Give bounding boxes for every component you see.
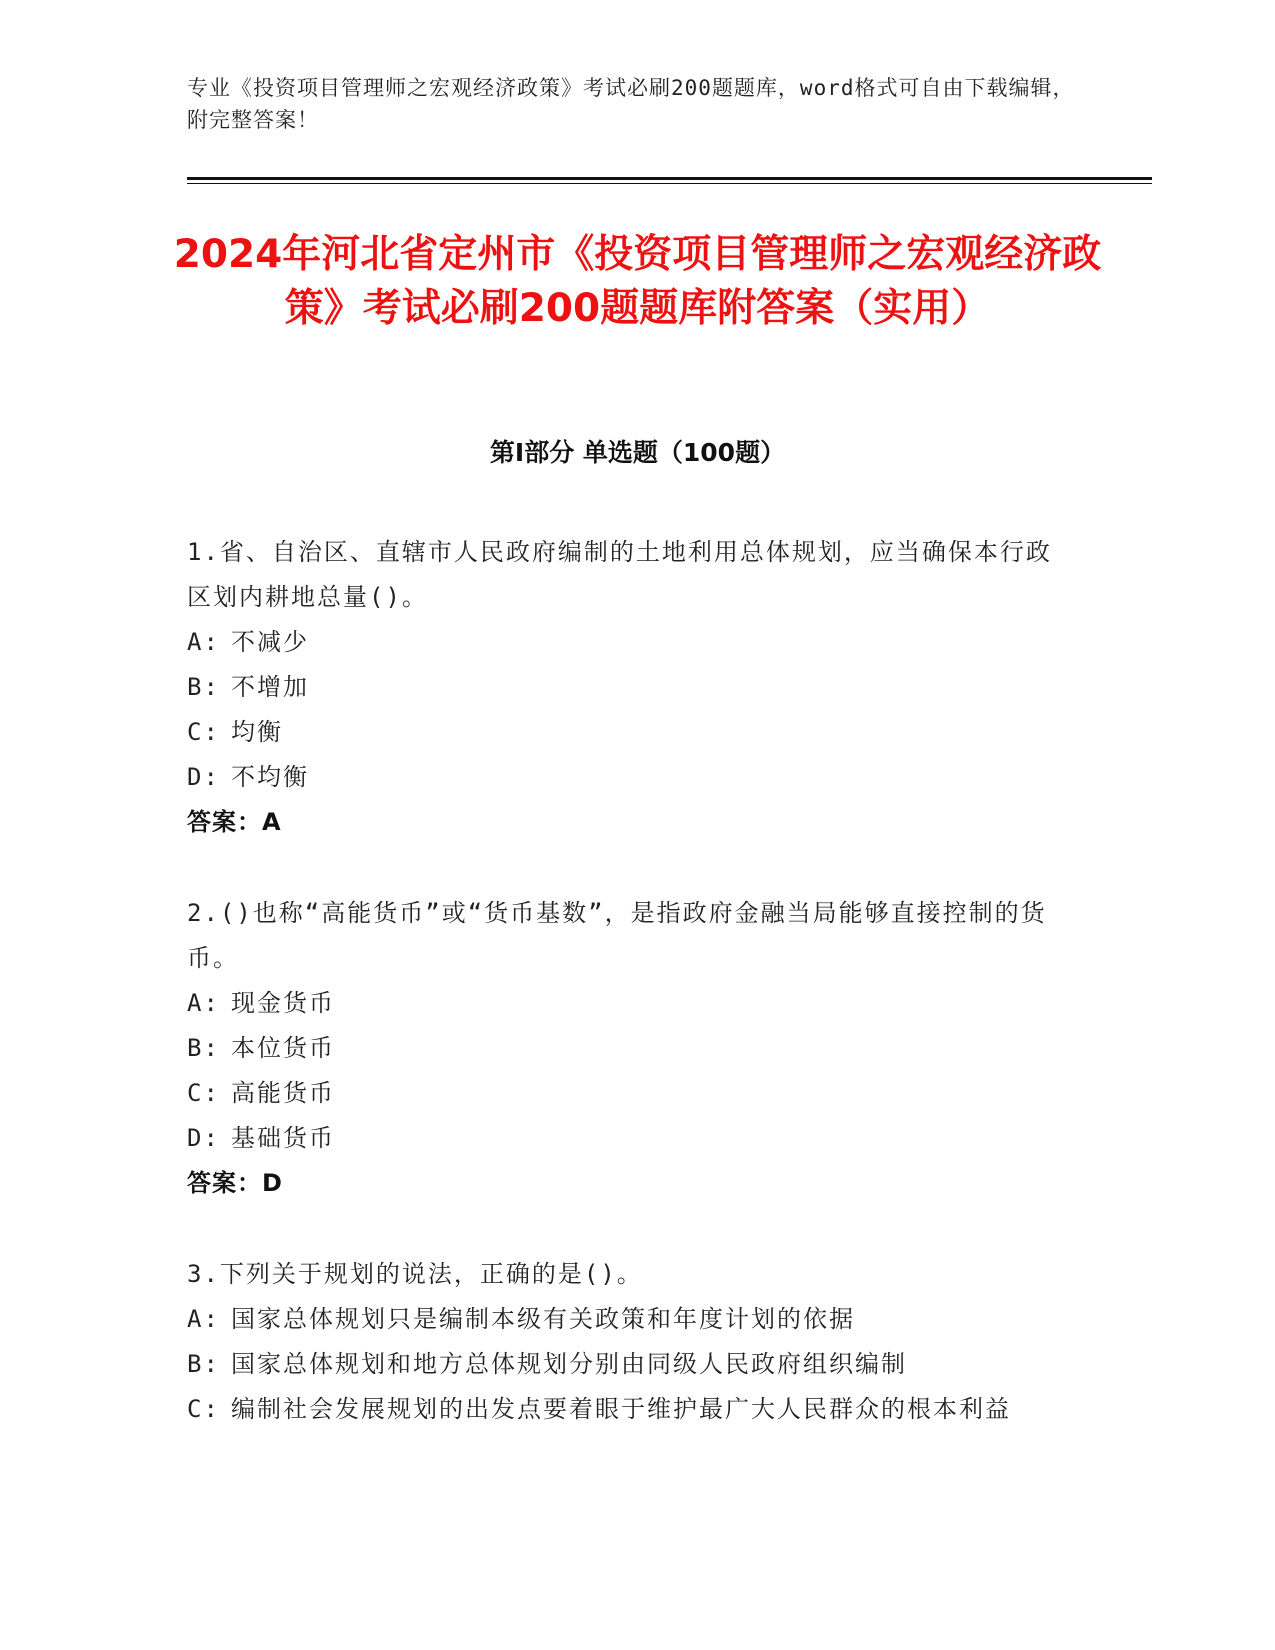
option-text: 本位货币 [231, 1034, 335, 1062]
header-rule-thick [187, 177, 1152, 180]
option-text: 不减少 [231, 628, 309, 656]
option-b [187, 1026, 1067, 1071]
header-note: 专业《投资项目管理师之宏观经济政策》考试必刷200题题库，word格式可自由下载编辑，附完整答案！ [187, 76, 1075, 132]
answer-line [187, 1161, 1067, 1206]
option-text: 现金货币 [231, 989, 335, 1017]
option-a [187, 620, 1067, 665]
option-key: D: [187, 1124, 220, 1152]
option-key: C: [187, 1395, 220, 1423]
option-b [187, 665, 1067, 710]
document-title: 2024年河北省定州市《投资项目管理师之宏观经济政策》考试必刷200题题库附答案（实用） [173, 232, 1102, 331]
option-key: C: [187, 718, 220, 746]
option-c [187, 710, 1067, 755]
option-text: 编制社会发展规划的出发点要着眼于维护最广大人民群众的根本利益 [231, 1395, 1011, 1423]
question-stem: 2.()也称“高能货币”或“货币基数”，是指政府金融当局能够直接控制的货币。 [187, 899, 1047, 972]
question-stem: 1.省、自治区、直辖市人民政府编制的土地利用总体规划，应当确保本行政区划内耕地总量()。 [187, 538, 1052, 611]
question-3 [187, 1252, 1067, 1432]
option-key: B: [187, 673, 220, 701]
option-key: C: [187, 1079, 220, 1107]
option-text: 均衡 [231, 718, 283, 746]
answer-value: D [262, 1169, 283, 1197]
option-text: 高能货币 [231, 1079, 335, 1107]
option-key: A: [187, 1305, 220, 1333]
question-list [187, 530, 1067, 1432]
question-1 [187, 530, 1067, 845]
option-d [187, 1116, 1067, 1161]
option-key: A: [187, 628, 220, 656]
answer-label: 答案： [187, 1169, 262, 1197]
header-rule-thin [187, 183, 1152, 184]
question-stem: 3.下列关于规划的说法，正确的是()。 [187, 1260, 643, 1288]
section-title: 第I部分 单选题（100题） [489, 438, 786, 467]
answer-label: 答案： [187, 808, 262, 836]
option-key: B: [187, 1350, 220, 1378]
option-a [187, 981, 1067, 1026]
option-d [187, 755, 1067, 800]
option-text: 不增加 [231, 673, 309, 701]
option-c [187, 1071, 1067, 1116]
option-key: B: [187, 1034, 220, 1062]
question-2 [187, 891, 1067, 1206]
option-text: 国家总体规划和地方总体规划分别由同级人民政府组织编制 [231, 1350, 907, 1378]
answer-value: A [262, 808, 282, 836]
option-text: 不均衡 [231, 763, 309, 791]
option-text: 国家总体规划只是编制本级有关政策和年度计划的依据 [231, 1305, 855, 1333]
option-b [187, 1342, 1067, 1387]
option-c [187, 1387, 1067, 1432]
answer-line [187, 800, 1067, 845]
option-text: 基础货币 [231, 1124, 335, 1152]
option-key: A: [187, 989, 220, 1017]
option-a [187, 1297, 1067, 1342]
option-key: D: [187, 763, 220, 791]
